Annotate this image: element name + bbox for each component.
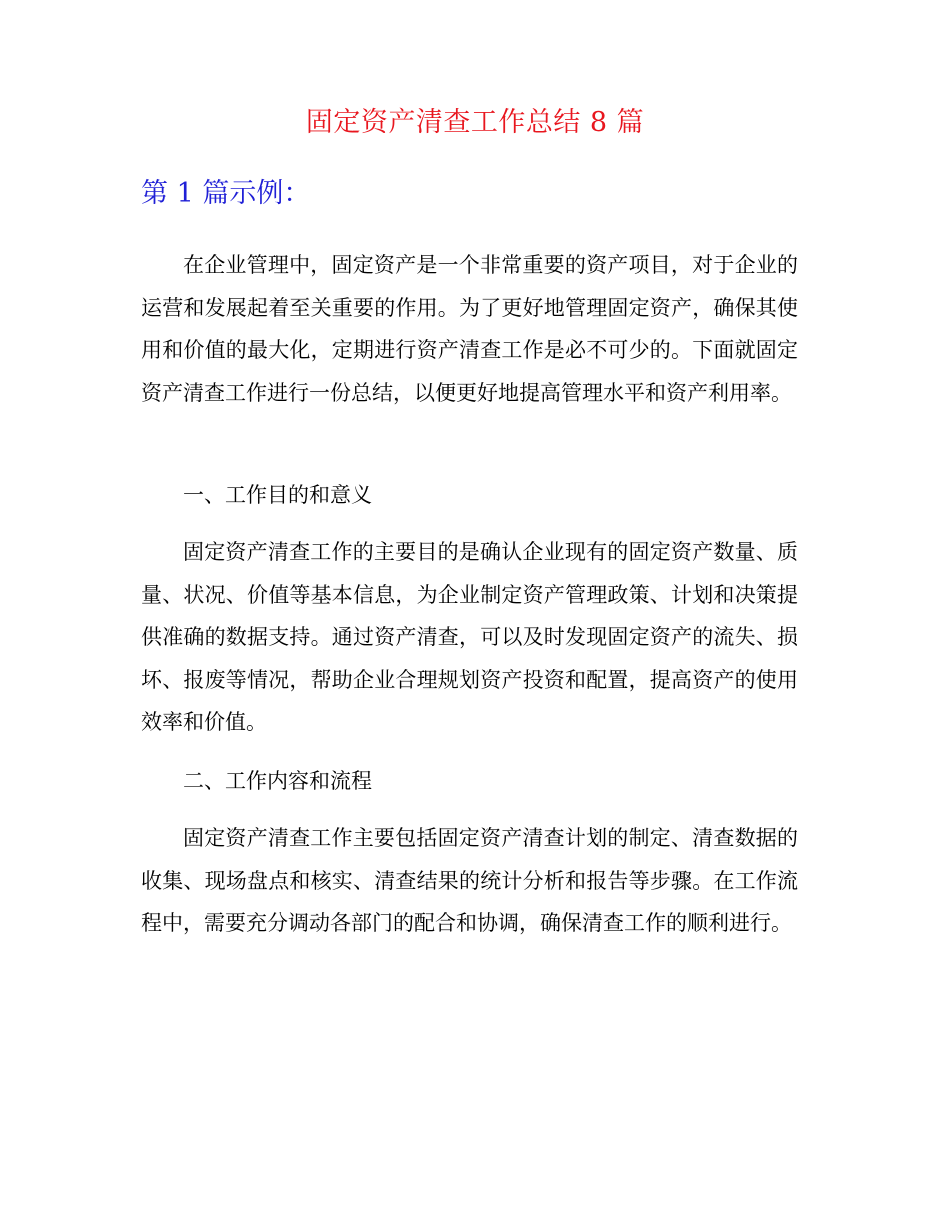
process-paragraph: 固定资产清查工作主要包括固定资产清查计划的制定、清查数据的收集、现场盘点和核实、清查结果的统计分析和报告等步骤。在工作流程中，需要充分调动各部门的配合和协调，确保清查工作的顺利进行。 xyxy=(141,826,798,935)
subheading-process: 二、工作内容和流程 xyxy=(183,769,372,793)
subheading-purpose: 一、工作目的和意义 xyxy=(183,483,372,507)
intro-paragraph: 在企业管理中，固定资产是一个非常重要的资产项目，对于企业的运营和发展起着至关重要的作用。为了更好地管理固定资产，确保其使用和价值的最大化，定期进行资产清查工作是必不可少的。下面就固定资产清查工作进行一份总结，以便更好地提高管理水平和资产利用率。 xyxy=(141,253,798,405)
section-heading: 第 1 篇示例： xyxy=(141,178,311,209)
purpose-paragraph: 固定资产清查工作的主要目的是确认企业现有的固定资产数量、质量、状况、价值等基本信息，为企业制定资产管理政策、计划和决策提供准确的数据支持。通过资产清查，可以及时发现固定资产的流失、损坏、报废等情况，帮助企业合理规划资产投资和配置，提高资产的使用效率和价值。 xyxy=(141,540,798,734)
document-title: 固定资产清查工作总结 8 篇 xyxy=(305,107,645,138)
